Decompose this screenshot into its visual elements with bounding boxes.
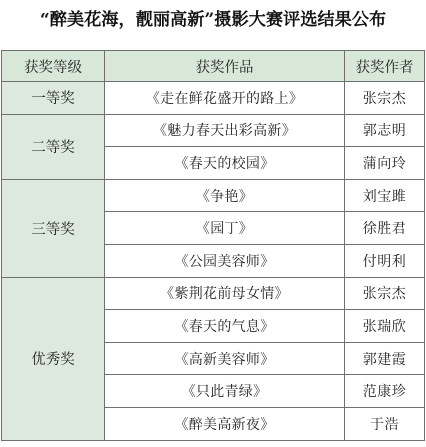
award-level-third: 三等奖 [2, 179, 105, 277]
award-level-first: 一等奖 [2, 82, 105, 115]
author-name: 郭建霞 [345, 342, 425, 375]
work-title: 《春天的气息》 [105, 310, 345, 343]
awards-table [1, 50, 425, 441]
author-name: 范康珍 [345, 375, 425, 408]
table-row [2, 114, 425, 147]
table-row [2, 82, 425, 115]
table-row [2, 277, 425, 310]
author-name: 于浩 [345, 407, 425, 440]
work-title: 《高新美容师》 [105, 342, 345, 375]
work-title: 《魅力春天出彩高新》 [105, 114, 345, 147]
work-title: 《醉美高新夜》 [105, 407, 345, 440]
page-title: “醉美花海，靓丽高新”摄影大赛评选结果公布 [39, 10, 387, 30]
award-level-second: 二等奖 [2, 114, 105, 179]
author-name: 徐胜君 [345, 212, 425, 245]
table-header [2, 51, 425, 82]
header-row [2, 51, 425, 82]
author-name: 郭志明 [345, 114, 425, 147]
work-title: 《紫荆花前母女情》 [105, 277, 345, 310]
header-level: 获奖等级 [2, 51, 105, 82]
author-name: 张宗杰 [345, 82, 425, 115]
author-name: 刘宝雎 [345, 179, 425, 212]
table-row [2, 179, 425, 212]
author-name: 张瑞欣 [345, 310, 425, 343]
award-level-excellence: 优秀奖 [2, 277, 105, 440]
work-title: 《公园美容师》 [105, 244, 345, 277]
author-name: 蒲向玲 [345, 147, 425, 180]
table-body [2, 82, 425, 441]
work-title: 《争艳》 [105, 179, 345, 212]
work-title: 《春天的校园》 [105, 147, 345, 180]
work-title: 《走在鲜花盛开的路上》 [105, 82, 345, 115]
work-title: 《园丁》 [105, 212, 345, 245]
work-title: 《只此青绿》 [105, 375, 345, 408]
header-author: 获奖作者 [345, 51, 425, 82]
header-work: 获奖作品 [105, 51, 345, 82]
author-name: 付明利 [345, 244, 425, 277]
author-name: 张宗杰 [345, 277, 425, 310]
